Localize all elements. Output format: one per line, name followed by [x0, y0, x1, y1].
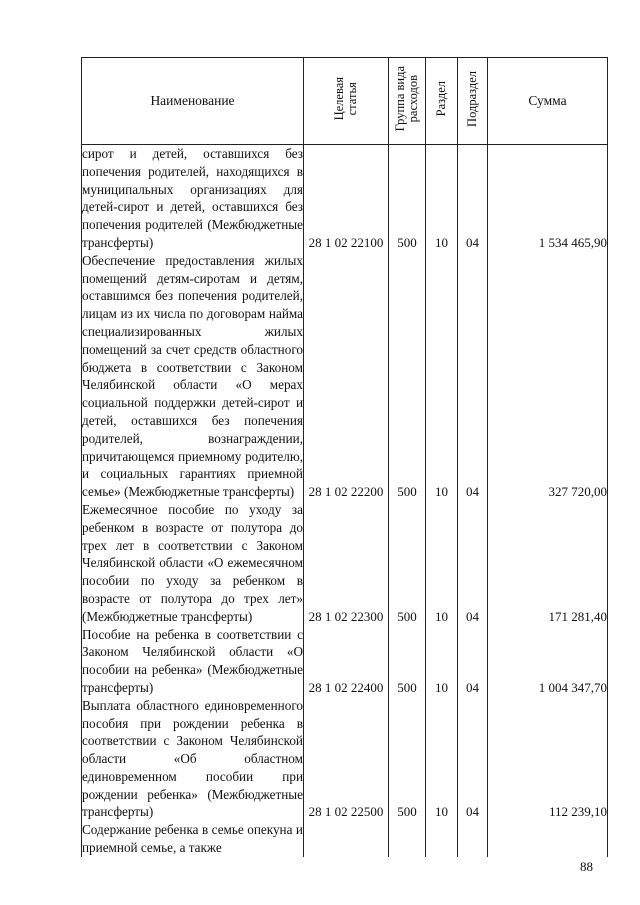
- row-subsection: 04: [458, 501, 488, 626]
- row-sum: 1 004 347,70: [488, 626, 608, 697]
- header-target-article: Целевая статья: [304, 58, 389, 145]
- page-number: 88: [580, 859, 593, 874]
- row-expense-group: [389, 821, 426, 857]
- row-subsection: 04: [458, 145, 488, 252]
- row-sum: 112 239,10: [488, 697, 608, 822]
- table-row: [82, 501, 608, 626]
- row-expense-group: 500: [389, 501, 426, 626]
- row-subsection: 04: [458, 697, 488, 822]
- row-sum: [488, 821, 608, 857]
- row-section: 10: [426, 626, 458, 697]
- row-name: сирот и детей, оставшихся без попечения родителей, находящихся в муниципальных организациях для детей-сирот и детей, оставшихся без попечения родителей (Межбюджетные трансферты): [82, 146, 303, 250]
- table-row: [82, 145, 608, 252]
- row-subsection: [458, 821, 488, 857]
- row-target-article: 28 1 02 22400: [304, 626, 389, 697]
- budget-table: [81, 57, 608, 857]
- row-name: Пособие на ребенка в соответствии с Законом Челябинской области «О пособии на ребенка» (Межбюджетные трансферты): [82, 626, 303, 695]
- header-sum: Сумма: [488, 58, 608, 145]
- row-expense-group: 500: [389, 697, 426, 822]
- row-target-article: 28 1 02 22100: [304, 145, 389, 252]
- row-section: 10: [426, 501, 458, 626]
- table-row: [82, 252, 608, 501]
- table-row: [82, 697, 608, 822]
- row-sum: 171 281,40: [488, 501, 608, 626]
- header-name: Наименование: [82, 58, 304, 145]
- row-sum: 1 534 465,90: [488, 145, 608, 252]
- row-expense-group: 500: [389, 145, 426, 252]
- row-section: 10: [426, 145, 458, 252]
- table-header-row: [82, 58, 608, 145]
- row-expense-group: 500: [389, 626, 426, 697]
- header-subsection: Подраздел: [458, 58, 488, 145]
- row-name: Ежемесячное пособие по уходу за ребенком в возрасте от полутора до трех лет в соответствии с Законом Челябинской области «О ежемесячном пособии по уходу за ребенком в возрасте от полутора до трех лет» (Межбюджетные трансферты): [82, 501, 303, 624]
- row-expense-group: 500: [389, 252, 426, 501]
- table-row: [82, 626, 608, 697]
- row-section: [426, 821, 458, 857]
- row-section: 10: [426, 252, 458, 501]
- row-sum: 327 720,00: [488, 252, 608, 501]
- row-name: Выплата областного единовременного пособия при рождении ребенка в соответствии с Законом Челябинской области «Об областном единовременном пособии при рождении ребенка» (Межбюджетные трансферты): [82, 697, 303, 820]
- row-target-article: 28 1 02 22500: [304, 697, 389, 822]
- row-name: Обеспечение предоставления жилых помещений детям-сиротам и детям, оставшимся без попечения родителей, лицам из их числа по договорам найма специализированных жилых помещений за счет средств областного бюджета в соответствии с Законом Челябинской области «О мерах социальной поддержки детей-сирот и детей, оставшихся без попечения родителей, вознаграждении, причитающемся приемному родителю, и социальных гарантиях приемной семье» (Межбюджетные трансферты): [82, 252, 303, 500]
- row-subsection: 04: [458, 252, 488, 501]
- row-target-article: 28 1 02 22300: [304, 501, 389, 626]
- row-section: 10: [426, 697, 458, 822]
- row-subsection: 04: [458, 626, 488, 697]
- row-target-article: 28 1 02 22200: [304, 252, 389, 501]
- header-expense-group: Группа вида расходов: [389, 58, 426, 145]
- table-row: [82, 821, 608, 857]
- header-section: Раздел: [426, 58, 458, 145]
- row-target-article: [304, 821, 389, 857]
- row-name: Содержание ребенка в семье опекуна и приемной семье, а также: [82, 822, 303, 856]
